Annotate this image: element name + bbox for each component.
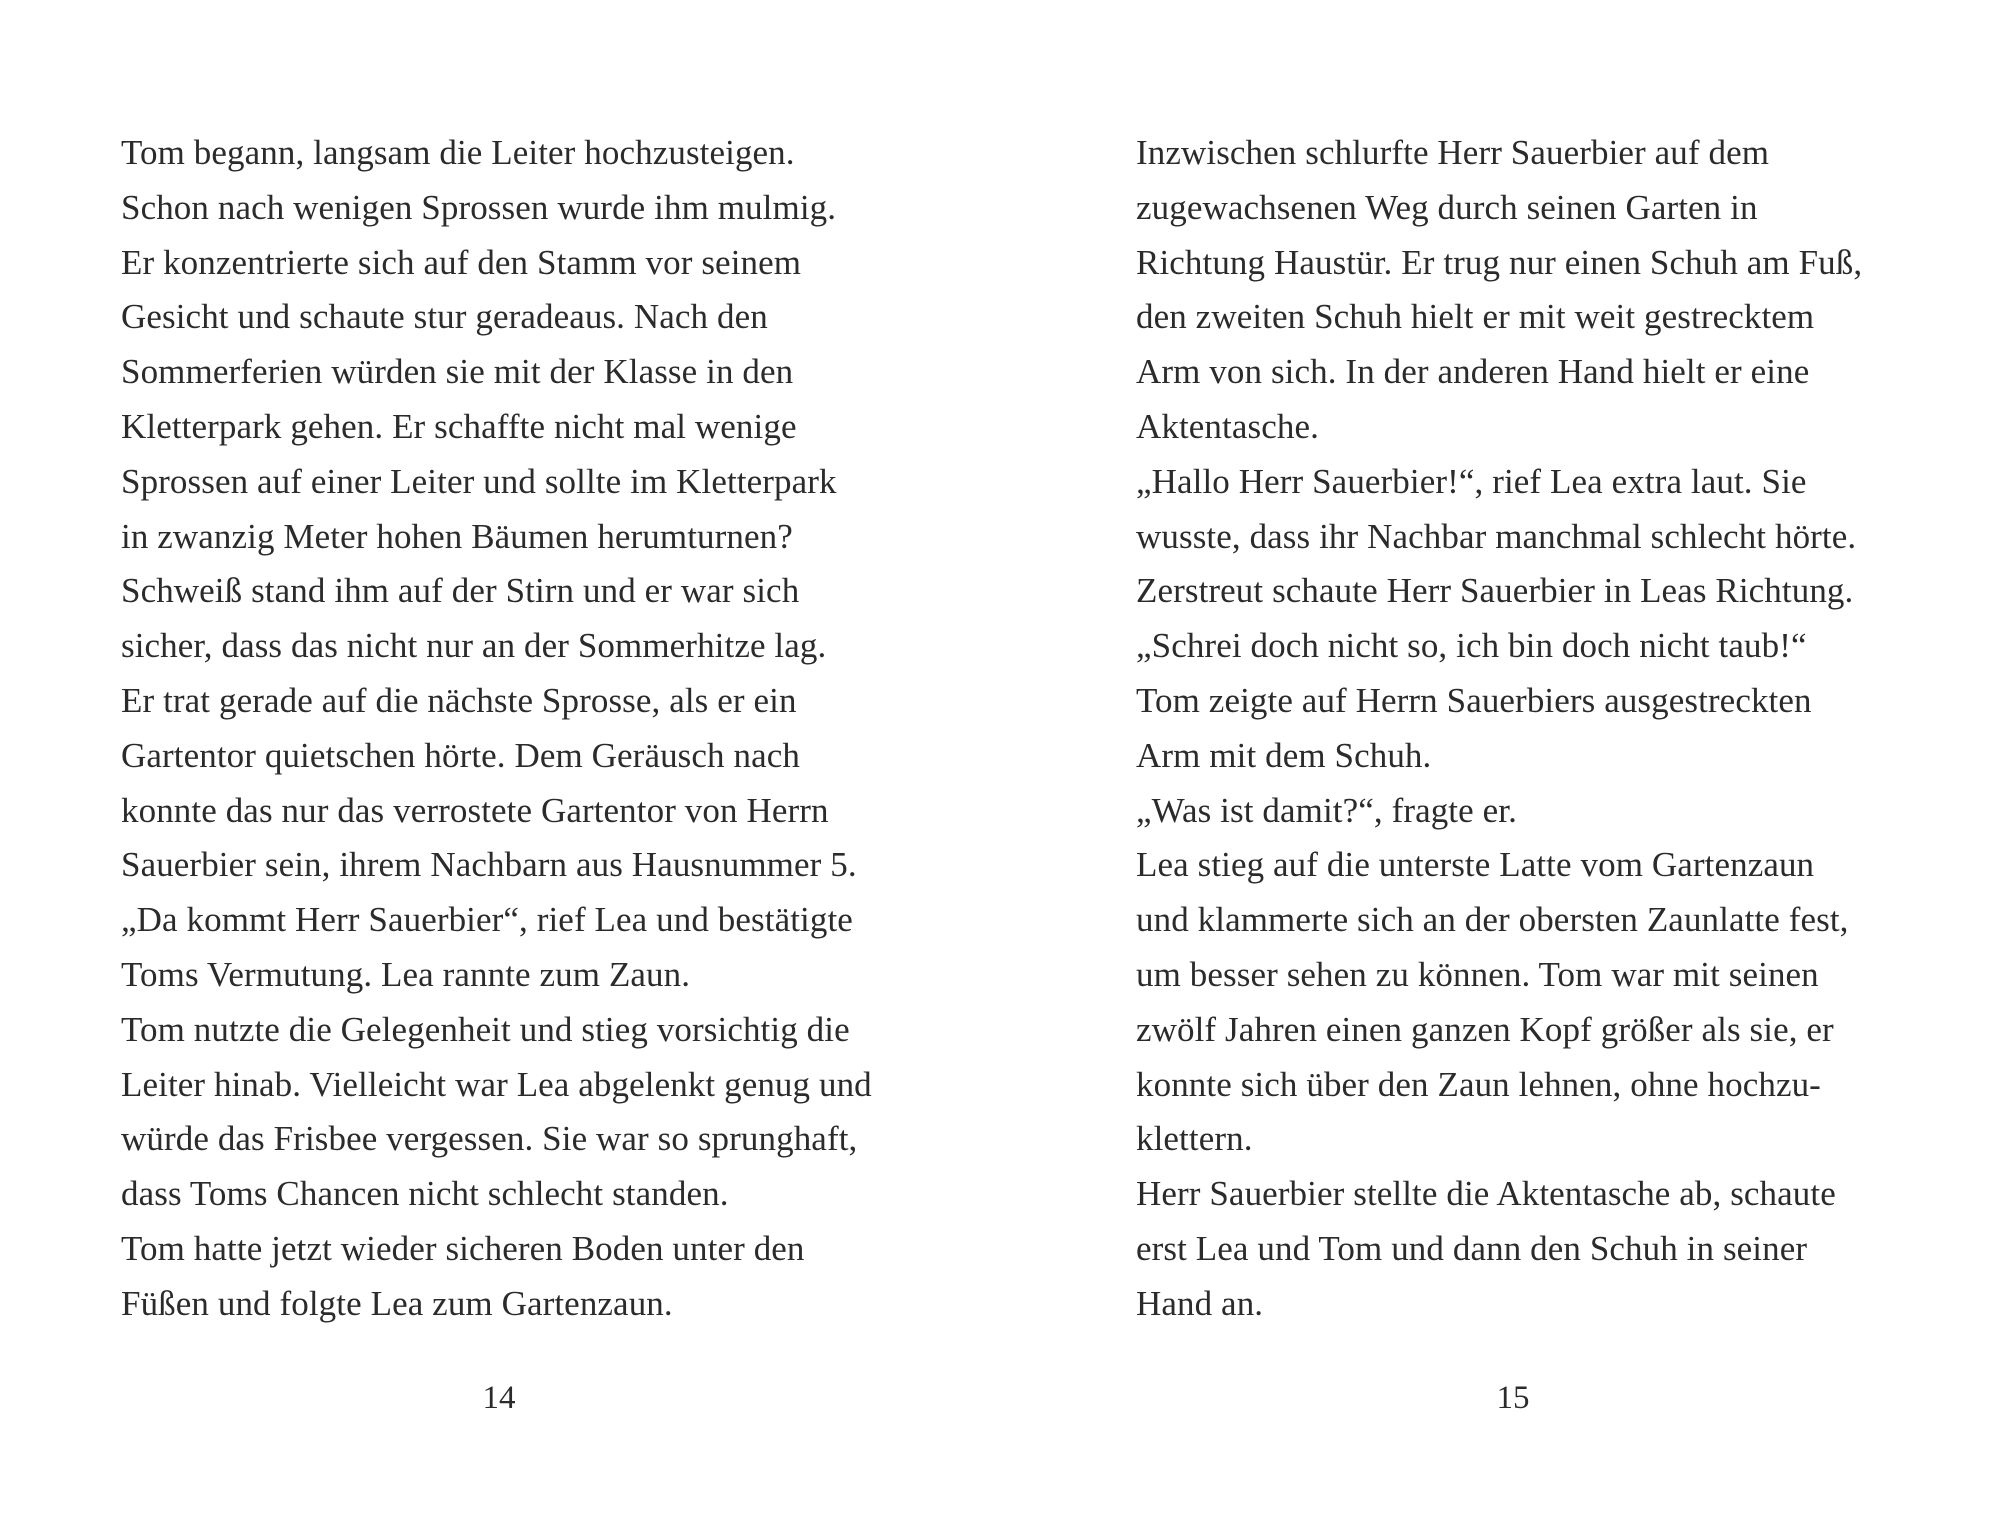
text-line: dass Toms Chancen nicht schlecht standen. bbox=[121, 1174, 729, 1214]
text-line: konnte das nur das verrostete Gartentor von Herrn bbox=[121, 790, 829, 830]
text-line: Schon nach wenigen Sprossen wurde ihm mulmig. bbox=[121, 187, 837, 227]
text-line: sicher, dass das nicht nur an der Sommerhitze lag. bbox=[121, 626, 827, 666]
text-line: wusste, dass ihr Nachbar manchmal schlecht hörte. bbox=[1136, 516, 1857, 556]
text-line: Hand an. bbox=[1136, 1283, 1264, 1323]
text-line: Gesicht und schaute stur geradeaus. Nach den bbox=[121, 297, 768, 337]
text-line: Arm von sich. In der anderen Hand hielt er eine bbox=[1136, 352, 1810, 392]
page-number: 15 bbox=[1496, 1380, 1530, 1416]
text-line: Kletterpark gehen. Er schaffte nicht mal wenige bbox=[121, 406, 797, 446]
text-line: Toms Vermutung. Lea rannte zum Zaun. bbox=[121, 954, 691, 994]
left-page-text bbox=[121, 126, 872, 1332]
text-line: „Hallo Herr Sauerbier!“, rief Lea extra laut. Sie bbox=[1136, 461, 1807, 501]
text-line: Aktentasche. bbox=[1136, 406, 1319, 446]
page-number: 14 bbox=[482, 1380, 516, 1416]
text-line: Lea stieg auf die unterste Latte vom Gartenzaun bbox=[1136, 845, 1815, 885]
text-line: zwölf Jahren einen ganzen Kopf größer als sie, er bbox=[1136, 1009, 1834, 1049]
text-line: erst Lea und Tom und dann den Schuh in seiner bbox=[1136, 1228, 1808, 1268]
text-line: Leiter hinab. Vielleicht war Lea abgelenkt genug und bbox=[121, 1064, 872, 1104]
text-line: und klammerte sich an der obersten Zaunlatte fest, bbox=[1136, 900, 1849, 940]
text-line: klettern. bbox=[1136, 1119, 1253, 1159]
text-line: Inzwischen schlurfte Herr Sauerbier auf dem bbox=[1136, 133, 1770, 172]
right-page-text bbox=[1136, 126, 1862, 1332]
text-line: Zerstreut schaute Herr Sauerbier in Leas Richtung. bbox=[1136, 571, 1854, 611]
text-line: Er trat gerade auf die nächste Sprosse, als er ein bbox=[121, 680, 797, 720]
text-line: Tom zeigte auf Herrn Sauerbiers ausgestreckten bbox=[1136, 680, 1812, 720]
text-line: in zwanzig Meter hohen Bäumen herumturnen? bbox=[121, 516, 793, 556]
text-line: zugewachsenen Weg durch seinen Garten in bbox=[1136, 187, 1758, 227]
text-line: den zweiten Schuh hielt er mit weit gestrecktem bbox=[1136, 297, 1815, 337]
text-line: Füßen und folgte Lea zum Gartenzaun. bbox=[121, 1283, 673, 1323]
text-line: Sprossen auf einer Leiter und sollte im Kletterpark bbox=[121, 461, 837, 501]
text-line: konnte sich über den Zaun lehnen, ohne hochzu- bbox=[1136, 1064, 1821, 1104]
text-line: Schweiß stand ihm auf der Stirn und er war sich bbox=[121, 571, 800, 611]
text-line: „Was ist damit?“, fragte er. bbox=[1136, 790, 1517, 830]
text-line: Tom nutzte die Gelegenheit und stieg vorsichtig die bbox=[121, 1009, 850, 1049]
text-line: Tom hatte jetzt wieder sicheren Boden unter den bbox=[121, 1228, 805, 1268]
text-line: Gartentor quietschen hörte. Dem Geräusch nach bbox=[121, 735, 800, 775]
text-line: Arm mit dem Schuh. bbox=[1136, 735, 1432, 775]
text-line: Sauerbier sein, ihrem Nachbarn aus Hausnummer 5. bbox=[121, 845, 857, 885]
text-line: Herr Sauerbier stellte die Aktentasche ab, schaute bbox=[1136, 1174, 1836, 1214]
text-line: Richtung Haustür. Er trug nur einen Schuh am Fuß, bbox=[1136, 242, 1863, 282]
text-line: Sommerferien würden sie mit der Klasse in den bbox=[121, 352, 794, 392]
text-line: würde das Frisbee vergessen. Sie war so sprunghaft, bbox=[121, 1119, 858, 1159]
right-page bbox=[1000, 0, 2000, 1520]
text-line: Tom begann, langsam die Leiter hochzusteigen. bbox=[121, 133, 795, 172]
text-line: Er konzentrierte sich auf den Stamm vor seinem bbox=[121, 242, 802, 282]
text-line: um besser sehen zu können. Tom war mit seinen bbox=[1136, 954, 1819, 994]
text-line: „Schrei doch nicht so, ich bin doch nicht taub!“ bbox=[1136, 626, 1807, 666]
text-line: „Da kommt Herr Sauerbier“, rief Lea und bestätigte bbox=[121, 900, 853, 940]
